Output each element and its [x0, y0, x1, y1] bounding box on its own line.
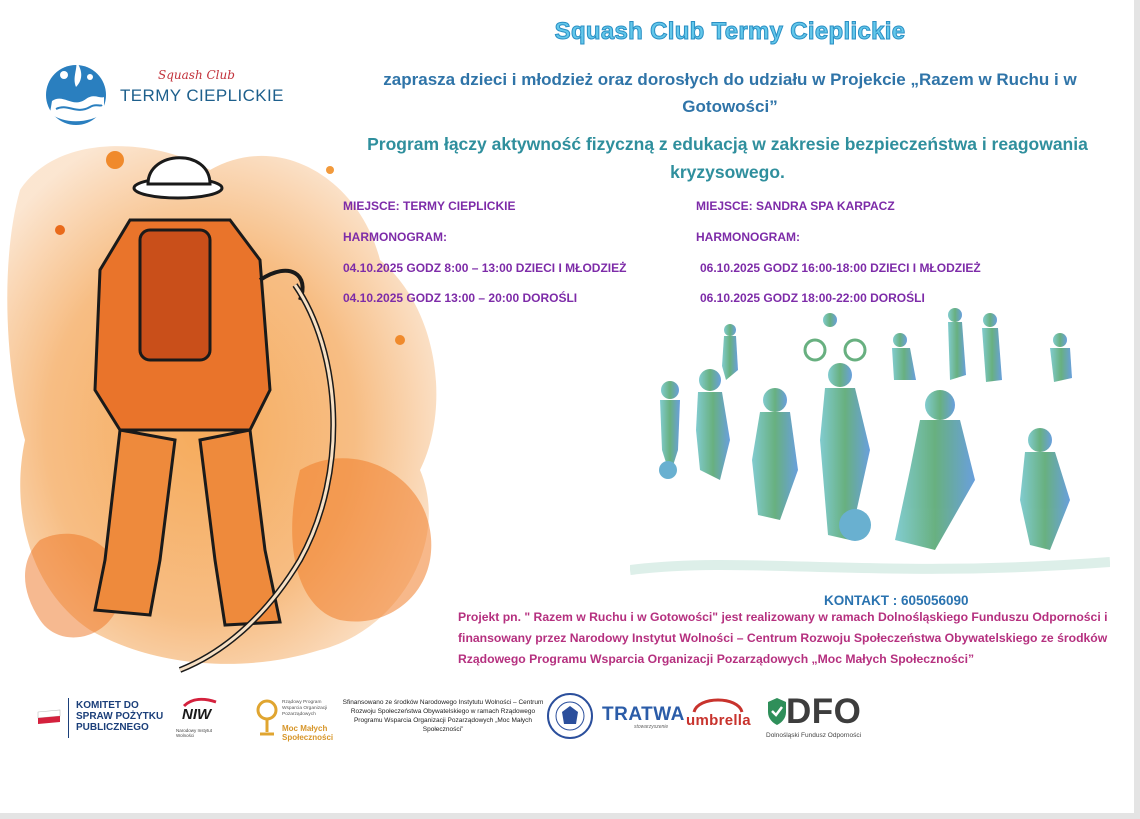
- left-schedule-entry: 04.10.2025 GODZ 13:00 – 20:00 DOROŚLI: [343, 291, 578, 305]
- logo-name-text: TERMY CIEPLICKIE: [120, 86, 284, 105]
- contact-phone: KONTAKT : 605056090: [824, 593, 969, 608]
- tratwa-caption: stowarzyszenie: [634, 724, 669, 730]
- moc-malych-name: Moc Małych Społeczności: [282, 724, 334, 742]
- umbrella-logo-text: umbrella: [686, 712, 751, 729]
- umbrella-icon: [690, 694, 746, 714]
- niw-logo-text: NIW: [182, 706, 212, 723]
- dfo-shield-icon: [766, 696, 788, 726]
- logo-script-text: Squash Club: [158, 68, 235, 82]
- dfo-logo-text: DFO: [786, 692, 862, 731]
- poland-flag-icon: [36, 708, 62, 724]
- project-funding-note: Projekt pn. " Razem w Ruchu i w Gotowości" jest realizowany w ramach Dolnośląskiego Funduszu Odporności i finansowany przez Narodowy Instytut Wolności – Centrum Rozwoju Społeczeństwa Obywatelskiego ze środków Rządowego Programu Wsparcia Organizacji Pozarządowych „Moc Małych Społeczności”: [458, 610, 1108, 666]
- moc-program-caption: Rządowy Program Wsparcia Organizacji Pozarządowych: [282, 700, 328, 717]
- right-schedule-entry: 06.10.2025 GODZ 18:00-22:00 DOROŚLI: [700, 291, 925, 305]
- left-schedule-entry: 04.10.2025 GODZ 8:00 – 13:00 DZIECI I MŁODZIEŻ: [343, 261, 627, 275]
- dfo-caption: Dolnośląski Fundusz Odporności: [766, 732, 862, 739]
- foundation-seal-icon: [546, 692, 594, 740]
- komitet-logo-text: KOMITET DO SPRAW POŻYTKU PUBLICZNEGO: [76, 700, 164, 733]
- program-description: Program łączy aktywność fizyczną z edukacją w zakresie bezpieczeństwa i reagowania kryzysowego.: [367, 134, 1088, 182]
- poster-title: Squash Club Termy Cieplickie: [554, 18, 906, 45]
- club-logo: [38, 55, 284, 127]
- right-place: MIEJSCE: SANDRA SPA KARPACZ: [696, 199, 895, 213]
- komitet-divider: [68, 698, 69, 738]
- firefighter-illustration: [0, 110, 470, 680]
- right-schedule-heading: HARMONOGRAM:: [696, 230, 800, 244]
- sponsor-logos: [30, 688, 890, 748]
- moc-malych-icon: [256, 698, 278, 738]
- children-playing-illustration: [630, 300, 1110, 600]
- niw-caption: Narodowy Instytut Wolności: [176, 728, 213, 738]
- water-drop-icon: [42, 57, 110, 127]
- left-schedule-heading: HARMONOGRAM:: [343, 230, 447, 244]
- funding-statement: Sfinansowano ze środków Narodowego Instytutu Wolności – Centrum Rozwoju Społeczeństwa Obywatelskiego w ramach Rządowego Programu Wsparcia Organizacji Pozarządowych „Moc Małych Społeczności”: [342, 699, 544, 733]
- left-place: MIEJSCE: TERMY CIEPLICKIE: [343, 199, 516, 213]
- invitation-text: zaprasza dzieci i młodzież oraz dorosłych do udziału w Projekcie „Razem w Ruchu i w Gotowości”: [383, 70, 1077, 116]
- tratwa-logo-text: TRATWA: [602, 704, 685, 725]
- right-schedule-entry: 06.10.2025 GODZ 16:00-18:00 DZIECI I MŁODZIEŻ: [700, 261, 981, 275]
